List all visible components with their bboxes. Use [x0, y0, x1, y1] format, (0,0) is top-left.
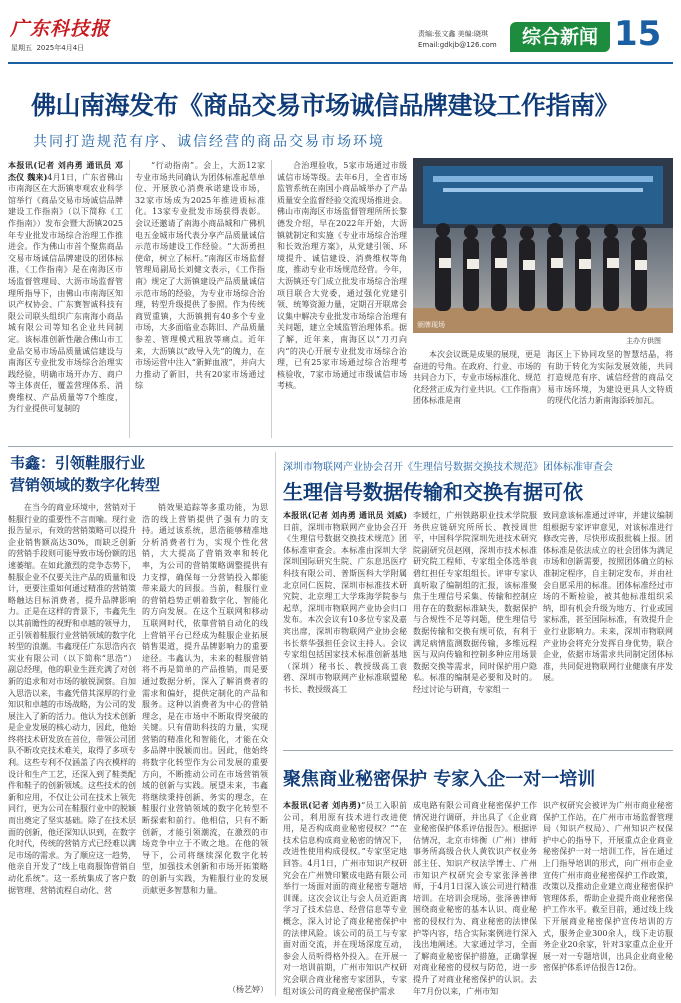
article3-col3 [543, 510, 673, 746]
article2-col1 [8, 502, 136, 996]
article4-title: 聚焦商业秘密保护 专家入企一对一培训 [283, 769, 596, 790]
article2-title-line1: 韦鑫：引领鞋服行业 [10, 454, 146, 472]
article3-kicker: 深圳市物联网产业协会召开《生理信号数据交换技术规范》团体标准审查会 [283, 462, 613, 473]
article1-title: 佛山南海发布《商品交易市场诚信品牌建设工作指南》 [31, 91, 620, 120]
article1-col4-text: 本次会议既是成果的展现，更是奋进的号角。在政府、行业、市场的共同合力下，专业市场标准化、规范化经营正成为行业共识。《工作指南》团体标准是南 [413, 350, 541, 406]
masthead-email: Email:gdkjb@126.com [418, 41, 497, 49]
page-number: 15 [614, 14, 662, 54]
article2-title-line2: 营销领域的数字化转型 [10, 476, 161, 494]
article1-byline: 本报讯(记者 刘冉勇 通讯员 邓杰仪 魏来) [8, 160, 123, 182]
event-photo-illustration [413, 158, 673, 333]
article3-byline: 本报讯(记者 刘冉勇 通讯员 刘威) [283, 510, 407, 520]
article4-col3-text: 识产权研究会被评为广州市商业秘密保护工作站，在广州市市场监督管理局（知识产权局）、广州知识产权保护中心的指导下，开展重点企业商业秘密保护一对一培训工作，旨在通过上门指导培训的形式，向广州市企业宣传广州市商业秘密保护工作政策，改策以及推动企业建立商业秘密保护管理体系，帮助企业提升商业秘密保护工作水平。截至目前，通过线上线下开展商业秘密保护宣传培训的方式，服务企业300余人，线下走访服务企业20余家，针对3家重点企业开展一对一专题培训，出具企业商业秘密保护体系评估报告12份。 [543, 801, 673, 973]
section-divider [8, 446, 673, 447]
article1-subtitle: 共同打造规范有序、诚信经营的商品交易市场环境 [33, 134, 385, 150]
section-divider [283, 750, 673, 751]
article3-title: 生理信号数据传输和交换有据可依 [283, 480, 583, 504]
masthead-editor: 责编:张文鑫 美编:晓琪 [418, 30, 488, 38]
article4-byline: 本报讯(记者 刘冉勇) [283, 800, 362, 810]
article4-col1 [283, 800, 407, 996]
article3-col2-text: 李媛红，广州铁路职业技术学院服务供应链研究所所长、教授周世平，中国科学院深圳先进技术研究院副研究员赵刚，深圳市技术标准研究院工程师、专家组全体选举袁碧红担任专家组组长。评审专家认真听取了编制组的汇报，该标准聚焦于生理信号采集、传输和控制应用存在的数据标准缺失，数据保护与合规性不足等问题，使生理信号数据传输和交换有规可依，有利于满足病情监测数据传输，多维远程医与双向传输和控制多种应用场景数据交换等需求，同时保护用户隐私。标准的编制是必要和及时的。经过讨论与研商，专家组一 [413, 511, 537, 694]
article2-author: （杨艺婷） [228, 985, 268, 994]
masthead-divider [8, 62, 673, 64]
article1-col2 [135, 160, 265, 438]
article3-col3-text: 致同意该标准通过评审，并建议编制组根据专家评审意见，对该标准进行修改完善，尽快形成报批稿上报。团体标准是依法成立的社会团体为满足市场和创新需要，按照团体确立的标准制定程序，自主制定发布，并由社会自愿采用的标准。团体标准经过市场的不断检验，被其他标准组织采纳，即有机会升级为地方、行业或国家标准，甚至国际标准，有效提升企业行业影响力。未来，深圳市物联网产业协会将充分发挥自身优势，联合企业，依据市场需求共同制定团体标准，共同促进物联网行业健康有序发展。 [543, 511, 673, 683]
article3-col2 [413, 510, 537, 746]
article2-col2-text: 销效果追踪等多重功能，为思浩的线上营销提供了强有力的支持。通过该系统，思浩能够精准地分析消费者行为，实现个性化营销，大大提高了营销效率和转化率，为公司的营销策略调整提供有力支撑，确保每一分营销投入都能带来最大的回报。当前，鞋服行业的营销趋势正朝着数字化、智能化的方向发展。在这个互联网和移动互联网时代，依靠营销自动化的线上营销平台已经成为鞋服企业拓展销售渠道，提升品牌影响力的重要途径。韦鑫认为，未来的鞋服营销将不再是简单的产品推销，而是要通过数据分析，深入了解消费者的需求和偏好，提供定制化的产品和服务。这种以消费者为中心的营销理念，是在市场中不断取得突破的关键。只有借助科技的力量，实现营销的精准化和智能化，才能在众多品牌中脱颖而出。因此，他始终将数字化转型作为公司发展的重要方向，不断推动公司在市场营销领域的创新与实践。展望未来，韦鑫将继续秉持创新、务实的理念，在鞋服行业营销领域的数字化转型不断探索和前行。他相信，只有不断创新，才能引领潮流，在激烈的市场竞争中立于不败之地。在他的领导下，公司将继续深化数字化转型，加强技术创新和市场开拓策略的创新与实践，为鞋服行业的发展贡献更多智慧和力量。 [142, 503, 268, 895]
article1-col1-text: 4月1日，广东省佛山市南海区在大沥镇枣观农业科学馆举行《商品交易市场诚信品牌建设工作指南》（以下简称《工作指南》）发布会暨大沥镇2025年专业批发市场综合治理工作推进会。作为佛山市首个聚焦商品交易市场诚信品牌建设的团体标准，《工作指南》是在南海区市场监督管理局、大沥市场监督管理所指导下，由佛山市南海区知识产权协会、广东赛智诚科技有限公司联头组织广东南海小商品城有限公司等知名企业共同制定。该标准创新性融合佛山市工业品交易市场品质量诚信建设与南海区专业批发市场综合治理实践经验，明确市场开办方、商户等主体责任，覆盖营理体系、消费维权、产品质量等7个维度，为行业提供可复制的 [8, 172, 123, 414]
photo-credit: 主办方供图 [626, 337, 661, 345]
article3-col1-text: 日前，深圳市物联网产业协会召开《生理信号数据交换技术规范》团体标准审查会。本标准由深圳大学深圳国际研究生院、广东息迅医疗科技有限公司、普斯医科大学附属北京同仁医院、深圳市标准技术研究院、北京理工大学珠海学院参与起草，深圳市物联网产业协会归口发布。本次会议有10多位专家及嘉宾出席，深圳市物联网产业协会秘书长蔡华强担任会议主持人。会议专家组包括国家技术标准创新基地（深圳）秘书长、教授级高工袁碧、深圳市物联网产业标准联盟秘书长、教授级高工 [283, 522, 407, 694]
article4-col3 [543, 800, 673, 996]
article1-col4 [413, 349, 541, 439]
section-name: 综合新闻 [510, 22, 610, 52]
masthead-logo: 广东科技报 [10, 18, 111, 40]
article1-col5-text: 海区上下协同攻坚的智慧结晶，将有助于转化为实际发展效能，共同打造规范有序、诚信经营的商品交易市场环境，为建设更具人文特质的现代化活力新南海添砖加瓦。 [547, 350, 673, 406]
article2-col2 [142, 502, 268, 984]
column-divider [271, 160, 272, 438]
article1-col3 [277, 160, 407, 438]
column-divider [275, 452, 276, 996]
article4-col1-text: “员工入职前公司，利用原有技术进行改进使用，是否构成商业秘密侵权？”“在技术信息构成商业秘密的情况下，改进性使用构成侵权。”专家坚定地回答。4月1日，广州市知识产权研究会在广州赞印繁成电路有限公司举行一场面对面的商业秘密专题培训课。这次会议让与会人员近距离学习了技术信息、经营信息等专业概念，深入讨论了商业秘密保护中的法律风险。该公司的员工与专家面对面交流，并在现场深度互动，参会人员听得格外投入。在开展一对一培训前期，广州市知识产权研究会联合商业秘密专家团队，专家组对该公司的商业秘密保护需求 [283, 801, 407, 996]
article1-col3-text: 合治理验收，5家市场通过市级诚信市场等级。去年6月，全省市场监管系统在南国小商品城举办了产品质量安全监督经验交流现场推进会。佛山市南海区市场监督管理所所长黎德发介绍，早在2022年开始，大沥镇就制定和实施《专业市场综合治理和长效治理方案》，从党建引领、环境提升、诚信建设、消费维权等角度，推动专业市场规范经营。今年，大沥镇还专门成立批发市场综合治理项目联合大党委，通过强化党建引领、统筹资源力量，定期召开联席会议集中解决专业批发市场综合治理有关问题，建立全域监管治理体系。据了解，近年来，南海区以“刀刃向内”的决心开展专业批发市场综合治理，已有25家市场通过综合治理考核验收，7家市场通过市级诚信市场考核。 [277, 161, 407, 391]
article2-col1-text: 在当今的商业环境中，营销对于鞋服行业的重要性不言而喻。现行业报告显示，有效的营销策略可以提升企业销售额高达30%，而缺乏创新的营销手段则可能导致市场份额的迅速萎缩。在如此激烈的竞争态势下，鞋服企业不仅要关注产品的质量和设计，更要注重如何通过精准的营销策略触达目标消费者，提升品牌影响力。正是在这样的背景下，韦鑫先生以其前瞻性的视野和卓越的领导力，正引领着鞋服行业营销领域的数字化转型的浪潮。韦鑫现任广东思浩内衣实业有限公司（以下简称“思浩”）副总经理，他的职业生涯充满了对创新的追求和对市场的敏锐洞察。自加入思浩以来，韦鑫凭借其深厚的行业知识和卓越的市场战略，为公司的发展注入了新的活力。他认为技术创新是企业发展的核心动力，因此，他始终将技术研发放在首位，带领公司团队不断攻克技术难关，取得了多项专利。这些专利不仅涵盖了内衣模样的设计和生产工艺，还深入到了鞋类配件和鞋子的创新领域。这些技术的创新和应用，不仅让公司在技术上领先同行，更为公司在鞋服行业中的脱颖而出奠定了坚实基础。除了在技术层面的创新，他还深知认识到，在数字化时代，传统的营销方式已经难以满足市场的需求。为了顺应这一趋势，他亲自开发了“线上电商服饰营销自动化系统”。这一系统集成了客户数据管理、营销流程自动化、营 [8, 503, 136, 895]
article1-col2-text: “行动指南”。会上，大沥12家专业市场共同确认为团体标准起草单位、开展放心消费承诺建设市场，32家市场成为2025年推进质标准化。13家专业批发市场获得表彰。会议还邀请了南海小商品城和广佛机电五金城市场代表分享产品质量诚信示范市场建设工作经验。“大沥勇担使命，树立了标杆。”南海区市场监督管理局副局长刘健文表示，《工作指南》规定了大沥镇建设产品质量诚信示范市场的经验，为专业市场综合治理，转型升级提供了参照。作为传统商贸重镇，大沥镇拥有40多个专业市场，大多面临业态陈旧、产品质量参差、管理模式粗放等痛点。近年来，大沥镇以“政导入先”的魄力，在市场运营中注入“新鲜血液”，并向大力推动了新旧，共有20家市场通过综 [135, 161, 265, 391]
column-divider [129, 160, 130, 438]
article4-col2 [413, 800, 537, 996]
photo-caption-left: 颁牌现场 [417, 321, 445, 329]
masthead-date: 星期五 2025年4月4日 [11, 44, 85, 52]
article1-col1 [8, 160, 123, 438]
article3-col1 [283, 510, 407, 746]
event-photo [413, 158, 673, 333]
article4-col2-text: 成电路有限公司商业秘密保护工作情况进行调研，并出具了《企业商业秘密保护体系评估报告》。根据评估情况，北京市炜衡（广州）律师事务所高级合伙人黄钦识产权业务部主任、知识产权法学博士、广州市知识产权研究会专家张泽善律师，于4月1日深入该公司进行精准培训。在培训会现场，张泽善律师围绕商业秘密的基本认识、商业秘密的侵权行为、商业秘密的法律保护等内容，结合实际案例进行深入浅出地阐述。大家通过学习，全面了解商业秘密保护措施，正确掌握对商业秘密的侵权与防范，进一步提升了对商业秘密保护的认识。去年7月份以来，广州市知 [413, 801, 537, 996]
article1-col5 [547, 349, 673, 439]
